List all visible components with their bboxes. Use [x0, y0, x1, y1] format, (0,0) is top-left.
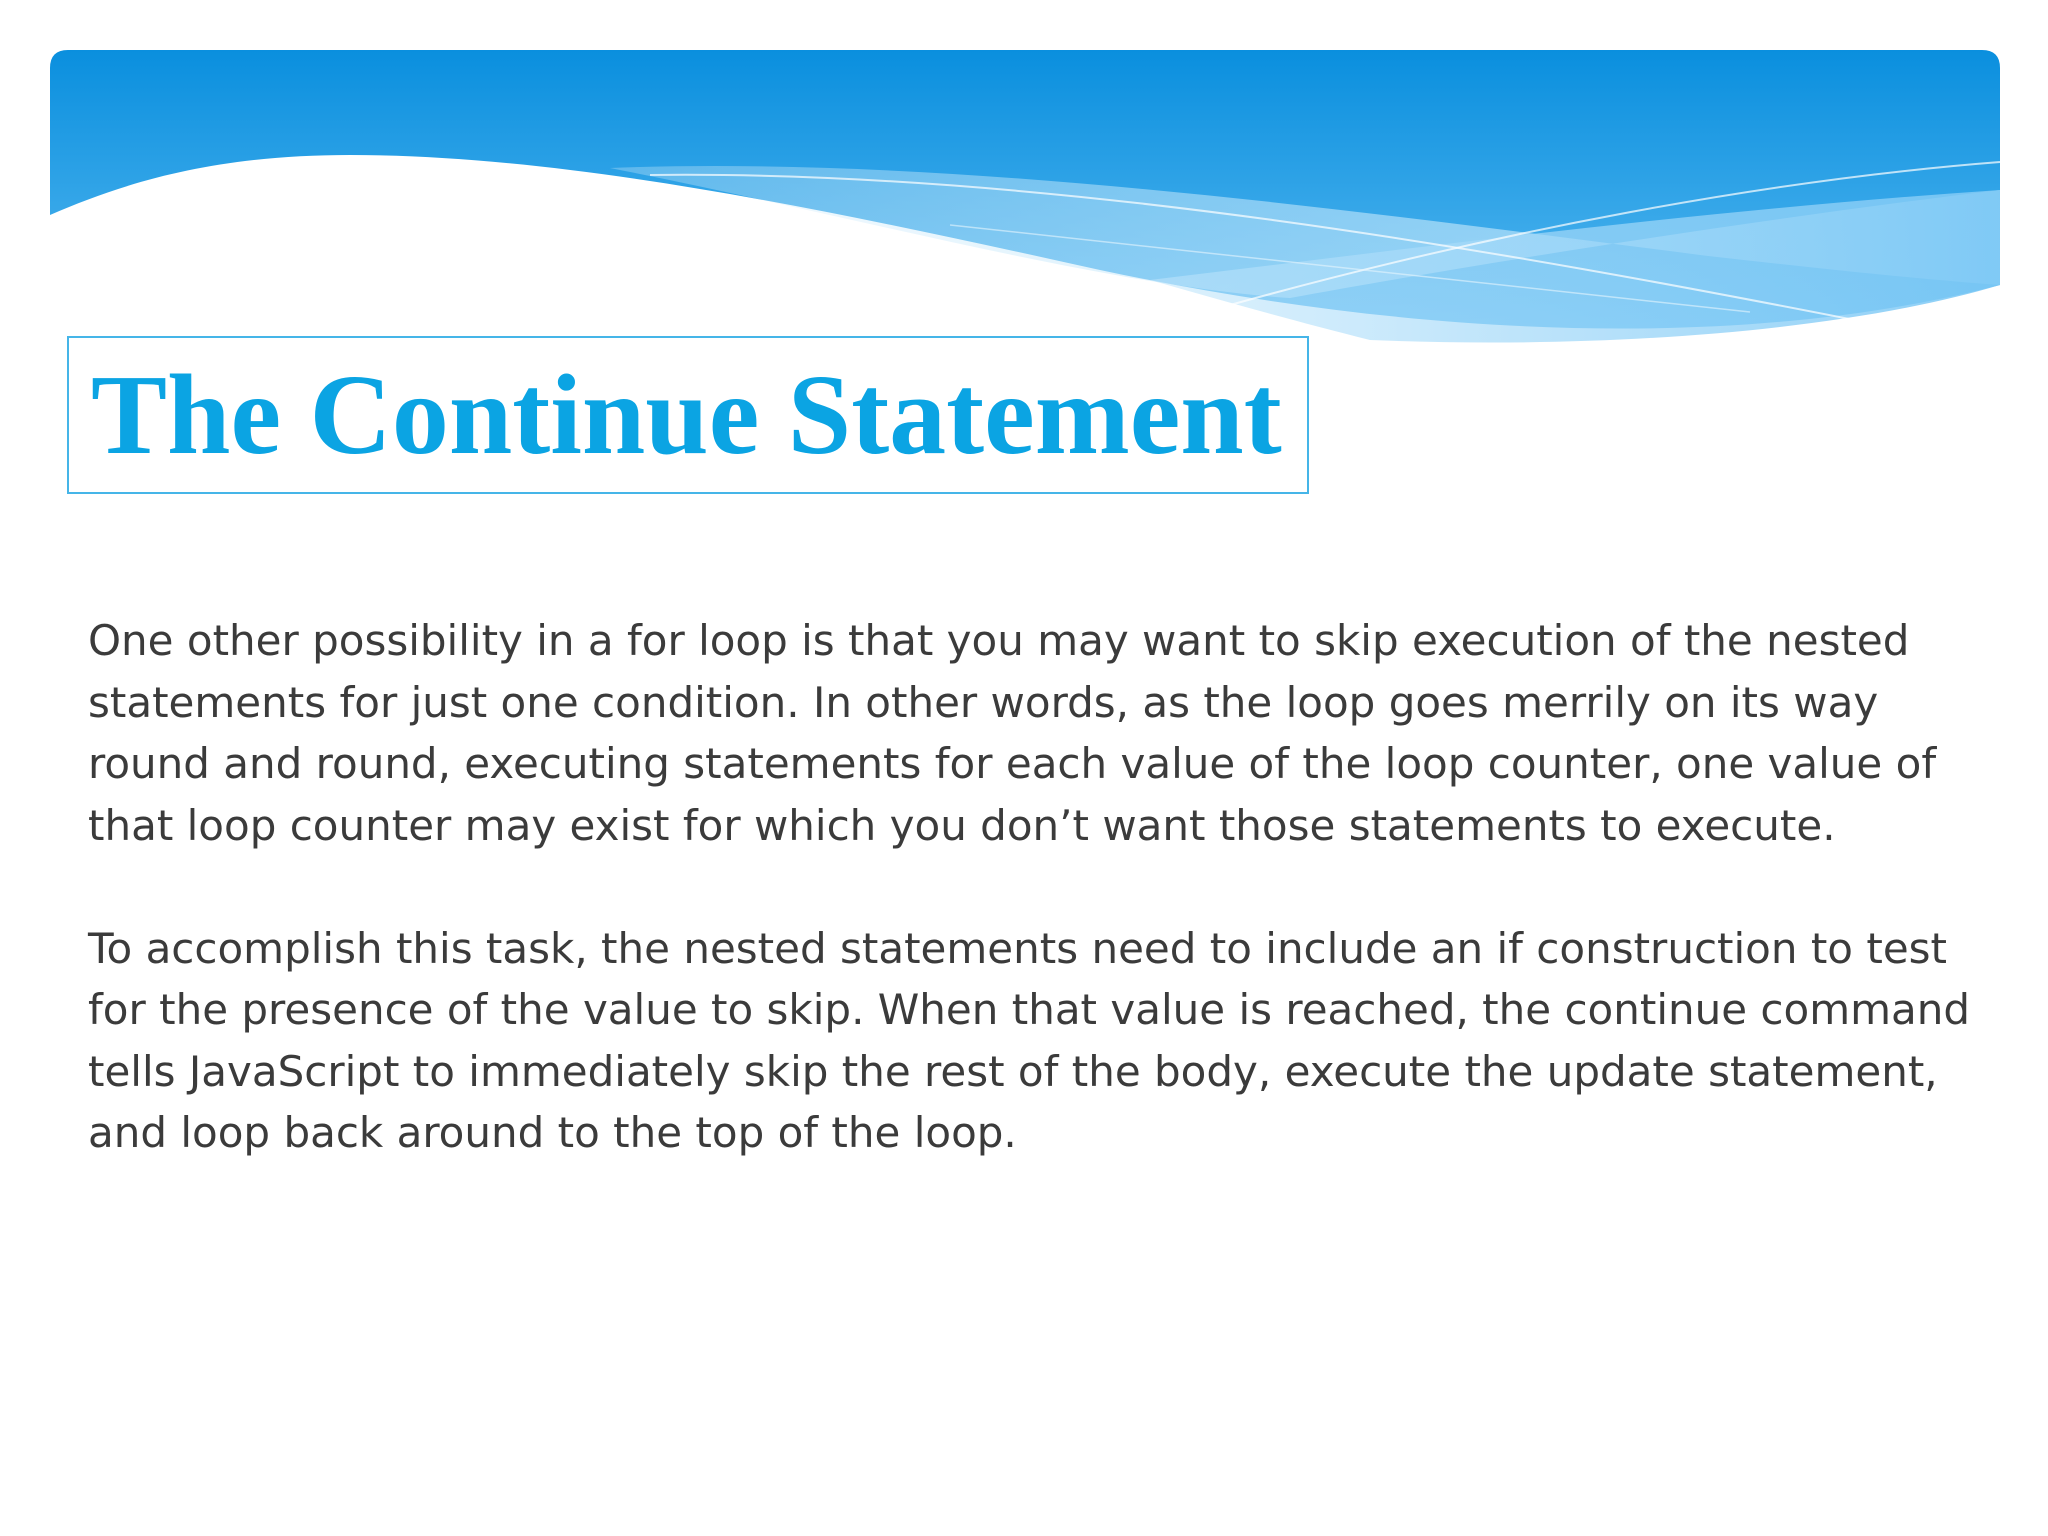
slide-title: The Continue Statement: [91, 351, 1282, 478]
slide-body: [88, 610, 1978, 1164]
paragraph-2: [88, 918, 1978, 1164]
title-box: [67, 336, 1309, 494]
text-line: that loop counter may exist for which you don’t want those statements to execute.: [88, 800, 1836, 850]
text-line: statements for just one condition. In other words, as the loop goes merrily on its way: [88, 677, 1879, 727]
text-line: One other possibility in a for loop is that you may want to skip execution of the nested: [88, 616, 1910, 665]
paragraph-1: [88, 610, 1978, 856]
header-wave-banner: [50, 50, 2000, 360]
text-line: for the presence of the value to skip. When that value is reached, the continue command: [88, 985, 1971, 1034]
paragraph-spacer: [88, 856, 1978, 918]
text-line: round and round, executing statements for each value of the loop counter, one value of: [88, 739, 1937, 788]
text-line: and loop back around to the top of the loop.: [88, 1108, 1017, 1157]
text-line: tells JavaScript to immediately skip the rest of the body, execute the update statement,: [88, 1046, 1938, 1096]
text-line: To accomplish this task, the nested statements need to include an if construction to test: [88, 923, 1948, 973]
